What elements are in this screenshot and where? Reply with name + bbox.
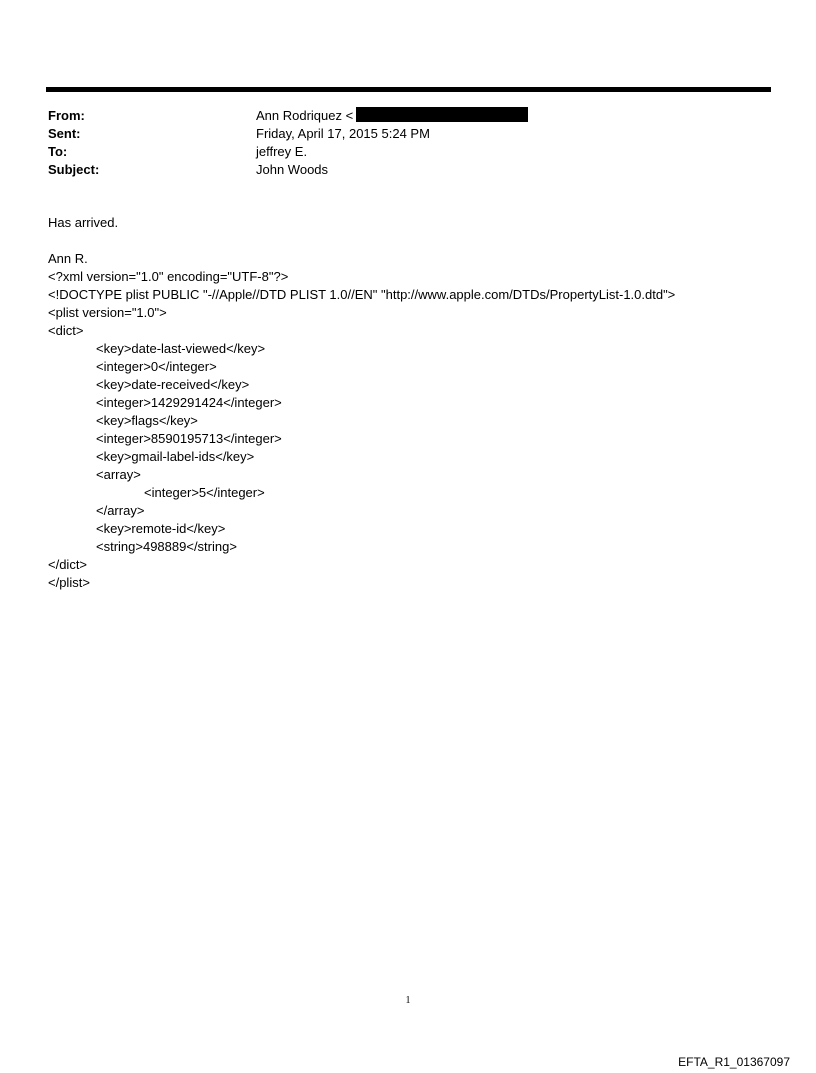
plist-line: <key>date-last-viewed</key>	[96, 341, 266, 356]
plist-line: <integer>0</integer>	[96, 359, 217, 374]
sent-label: Sent:	[48, 126, 81, 141]
subject-row	[48, 161, 748, 179]
plist-line: <key>gmail-label-ids</key>	[96, 449, 255, 464]
plist-line: <integer>5</integer>	[144, 485, 265, 500]
to-label: To:	[48, 144, 68, 159]
plist-line: <!DOCTYPE plist PUBLIC "-//Apple//DTD PLIST 1.0//EN" "http://www.apple.com/DTDs/PropertyList-1.0.dtd">	[48, 287, 676, 302]
message-body: Has arrived.	[48, 215, 119, 230]
page-number: 1	[405, 995, 411, 1006]
plist-block	[48, 250, 675, 592]
signature: Ann R.	[48, 251, 88, 266]
sent-value: Friday, April 17, 2015 5:24 PM	[256, 126, 430, 141]
plist-line: </plist>	[48, 575, 90, 590]
plist-line: <string>498889</string>	[96, 539, 237, 554]
to-row	[48, 143, 748, 161]
from-value-text: Ann Rodriquez <	[256, 108, 354, 123]
from-value	[256, 107, 528, 125]
plist-line: <plist version="1.0">	[48, 305, 167, 320]
plist-line: <dict>	[48, 323, 84, 338]
subject-label: Subject:	[48, 162, 100, 177]
subject-value: John Woods	[256, 162, 329, 177]
to-value: jeffrey E.	[256, 144, 308, 159]
redaction-box	[356, 107, 528, 122]
plist-line: <integer>8590195713</integer>	[96, 431, 282, 446]
plist-line: <key>date-received</key>	[96, 377, 250, 392]
plist-line: <key>flags</key>	[96, 413, 198, 428]
plist-line: <array>	[96, 467, 141, 482]
plist-line: </array>	[96, 503, 145, 518]
from-label: From:	[48, 108, 85, 123]
plist-line: </dict>	[48, 557, 88, 572]
plist-line: <?xml version="1.0" encoding="UTF-8"?>	[48, 269, 289, 284]
from-row	[48, 107, 748, 125]
plist-line: <key>remote-id</key>	[96, 521, 226, 536]
bates-number: EFTA_R1_01367097	[678, 1055, 790, 1069]
header-divider	[46, 87, 771, 92]
email-header	[48, 107, 748, 179]
plist-line: <integer>1429291424</integer>	[96, 395, 282, 410]
sent-row	[48, 125, 748, 143]
